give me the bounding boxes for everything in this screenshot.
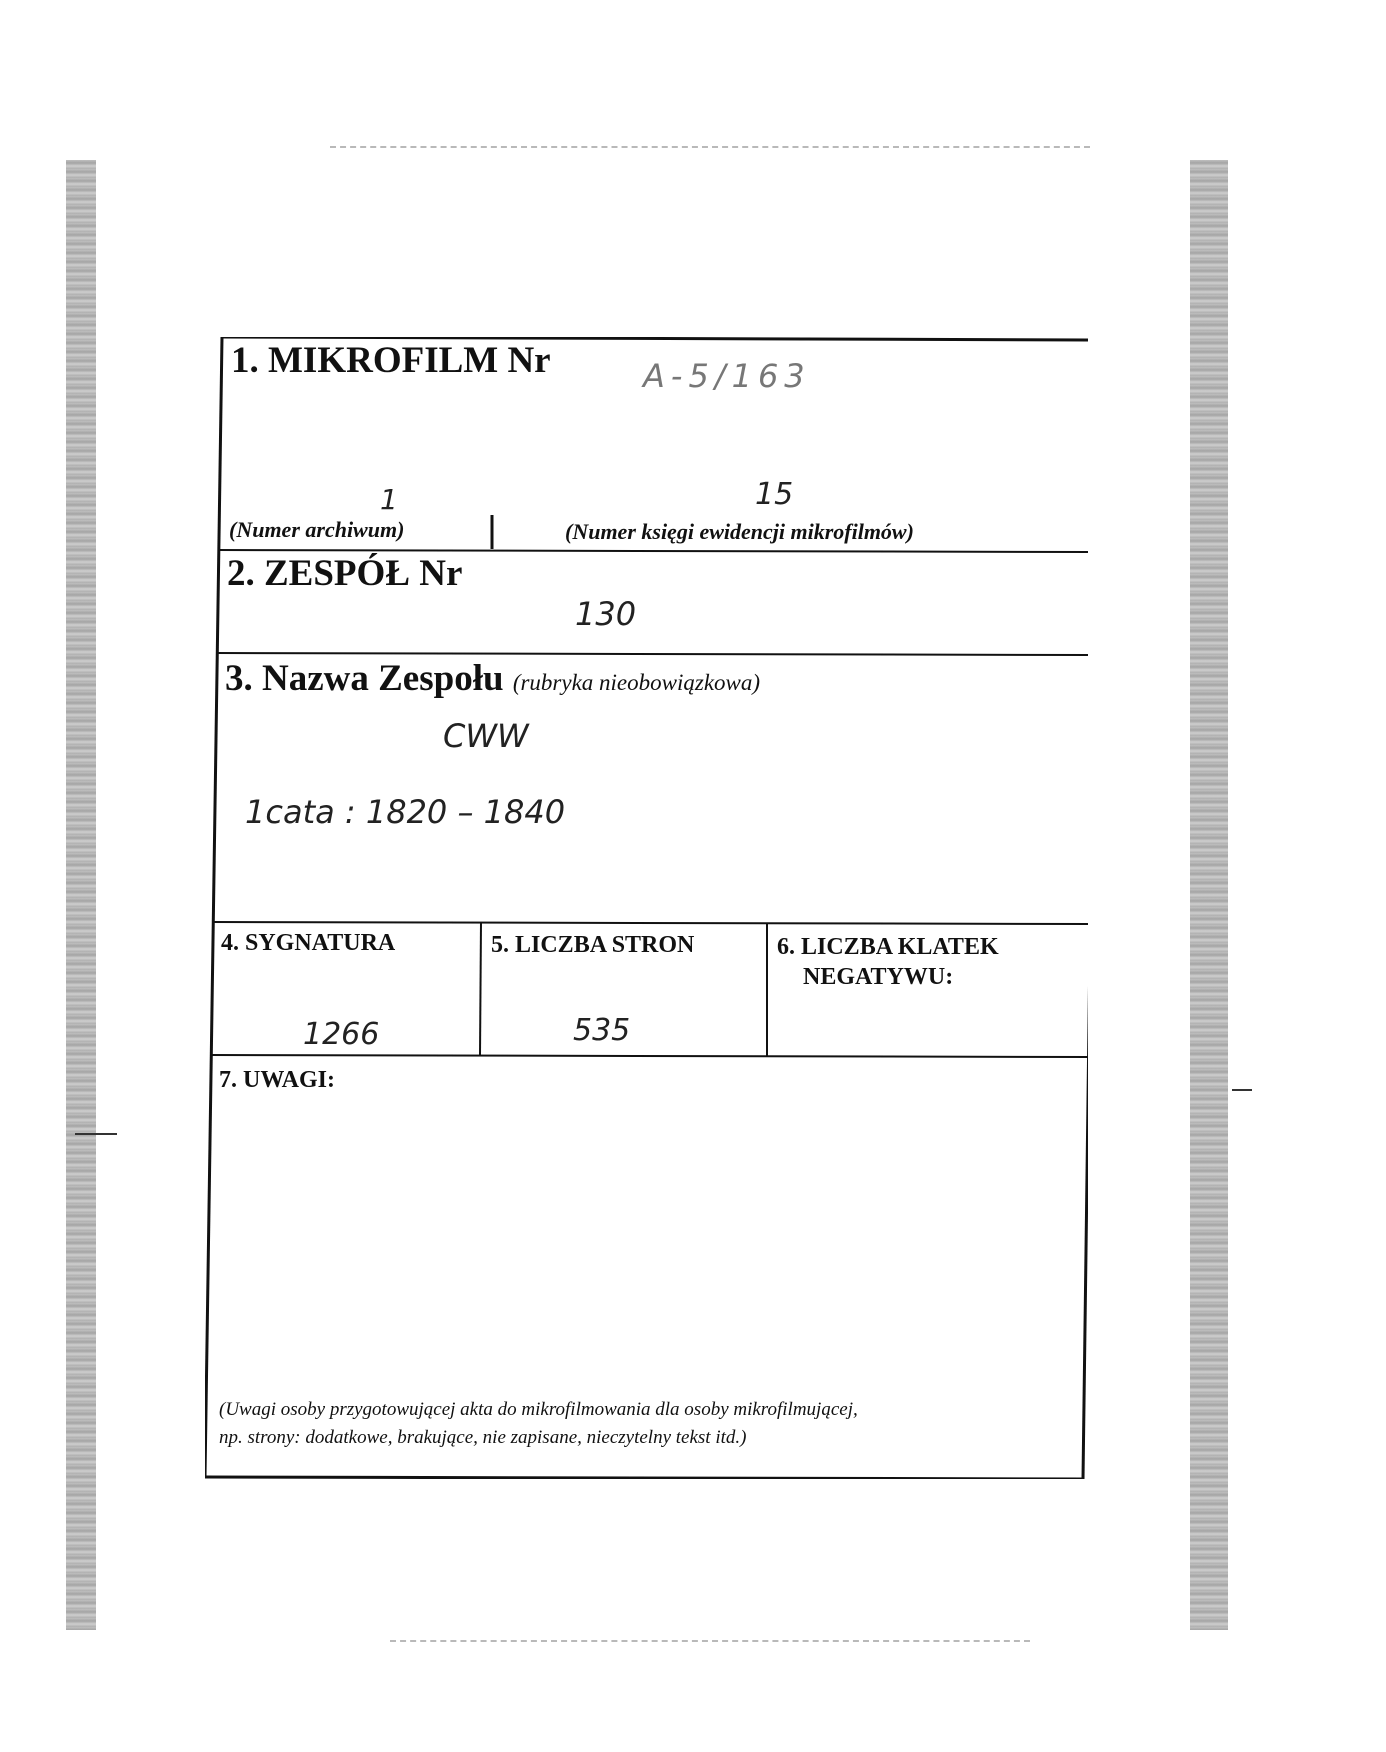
fonds-name-label xyxy=(225,657,760,700)
form-frame xyxy=(205,337,1088,1479)
scan-tick-left xyxy=(75,1133,117,1135)
register-number-value: 15 xyxy=(755,477,794,512)
fonds-number-label: 2. ZESPÓŁ Nr xyxy=(227,553,463,594)
fonds-name-title: 3. Nazwa Zespołu xyxy=(225,658,504,699)
remarks-note-line1: (Uwagi osoby przygotowującej akta do mikrofilmowania dla osoby mikrofilmującej, xyxy=(219,1399,858,1420)
fonds-name-optional-note: (rubryka nieobowiązkowa) xyxy=(512,670,761,695)
fonds-number-value: 130 xyxy=(575,595,637,633)
scan-line-bottom xyxy=(390,1640,1030,1642)
negative-frames-label-line2: NEGATYWU: xyxy=(803,964,954,990)
archive-number-value: 1 xyxy=(380,483,398,516)
archive-number-caption: (Numer archiwum) xyxy=(229,517,405,542)
microfilm-number-label: 1. MIKROFILM Nr xyxy=(231,340,551,381)
microfilm-form-card xyxy=(205,337,1088,1479)
scan-edge-left xyxy=(66,160,96,1630)
negative-frames-label-line1: 6. LICZBA KLATEK xyxy=(777,934,999,960)
page-count-label: 5. LICZBA STRON xyxy=(491,932,695,958)
page-count-value: 535 xyxy=(573,1013,631,1048)
register-number-caption: (Numer księgi ewidencji mikrofilmów) xyxy=(565,519,914,544)
microfilm-number-value: A-5/163 xyxy=(643,357,811,395)
signature-value: 1266 xyxy=(303,1017,380,1052)
remarks-label: 7. UWAGI: xyxy=(219,1067,336,1093)
scan-tick-right xyxy=(1232,1089,1252,1091)
scan-edge-right xyxy=(1190,160,1228,1630)
scan-line-top xyxy=(330,146,1090,148)
remarks-note-line2: np. strony: dodatkowe, brakujące, nie zapisane, nieczytelny tekst itd.) xyxy=(219,1427,747,1448)
signature-label: 4. SYGNATURA xyxy=(221,930,396,956)
fonds-name-value: CWW xyxy=(443,717,529,755)
fonds-dates-value: 1cata : 1820 – 1840 xyxy=(245,793,566,831)
